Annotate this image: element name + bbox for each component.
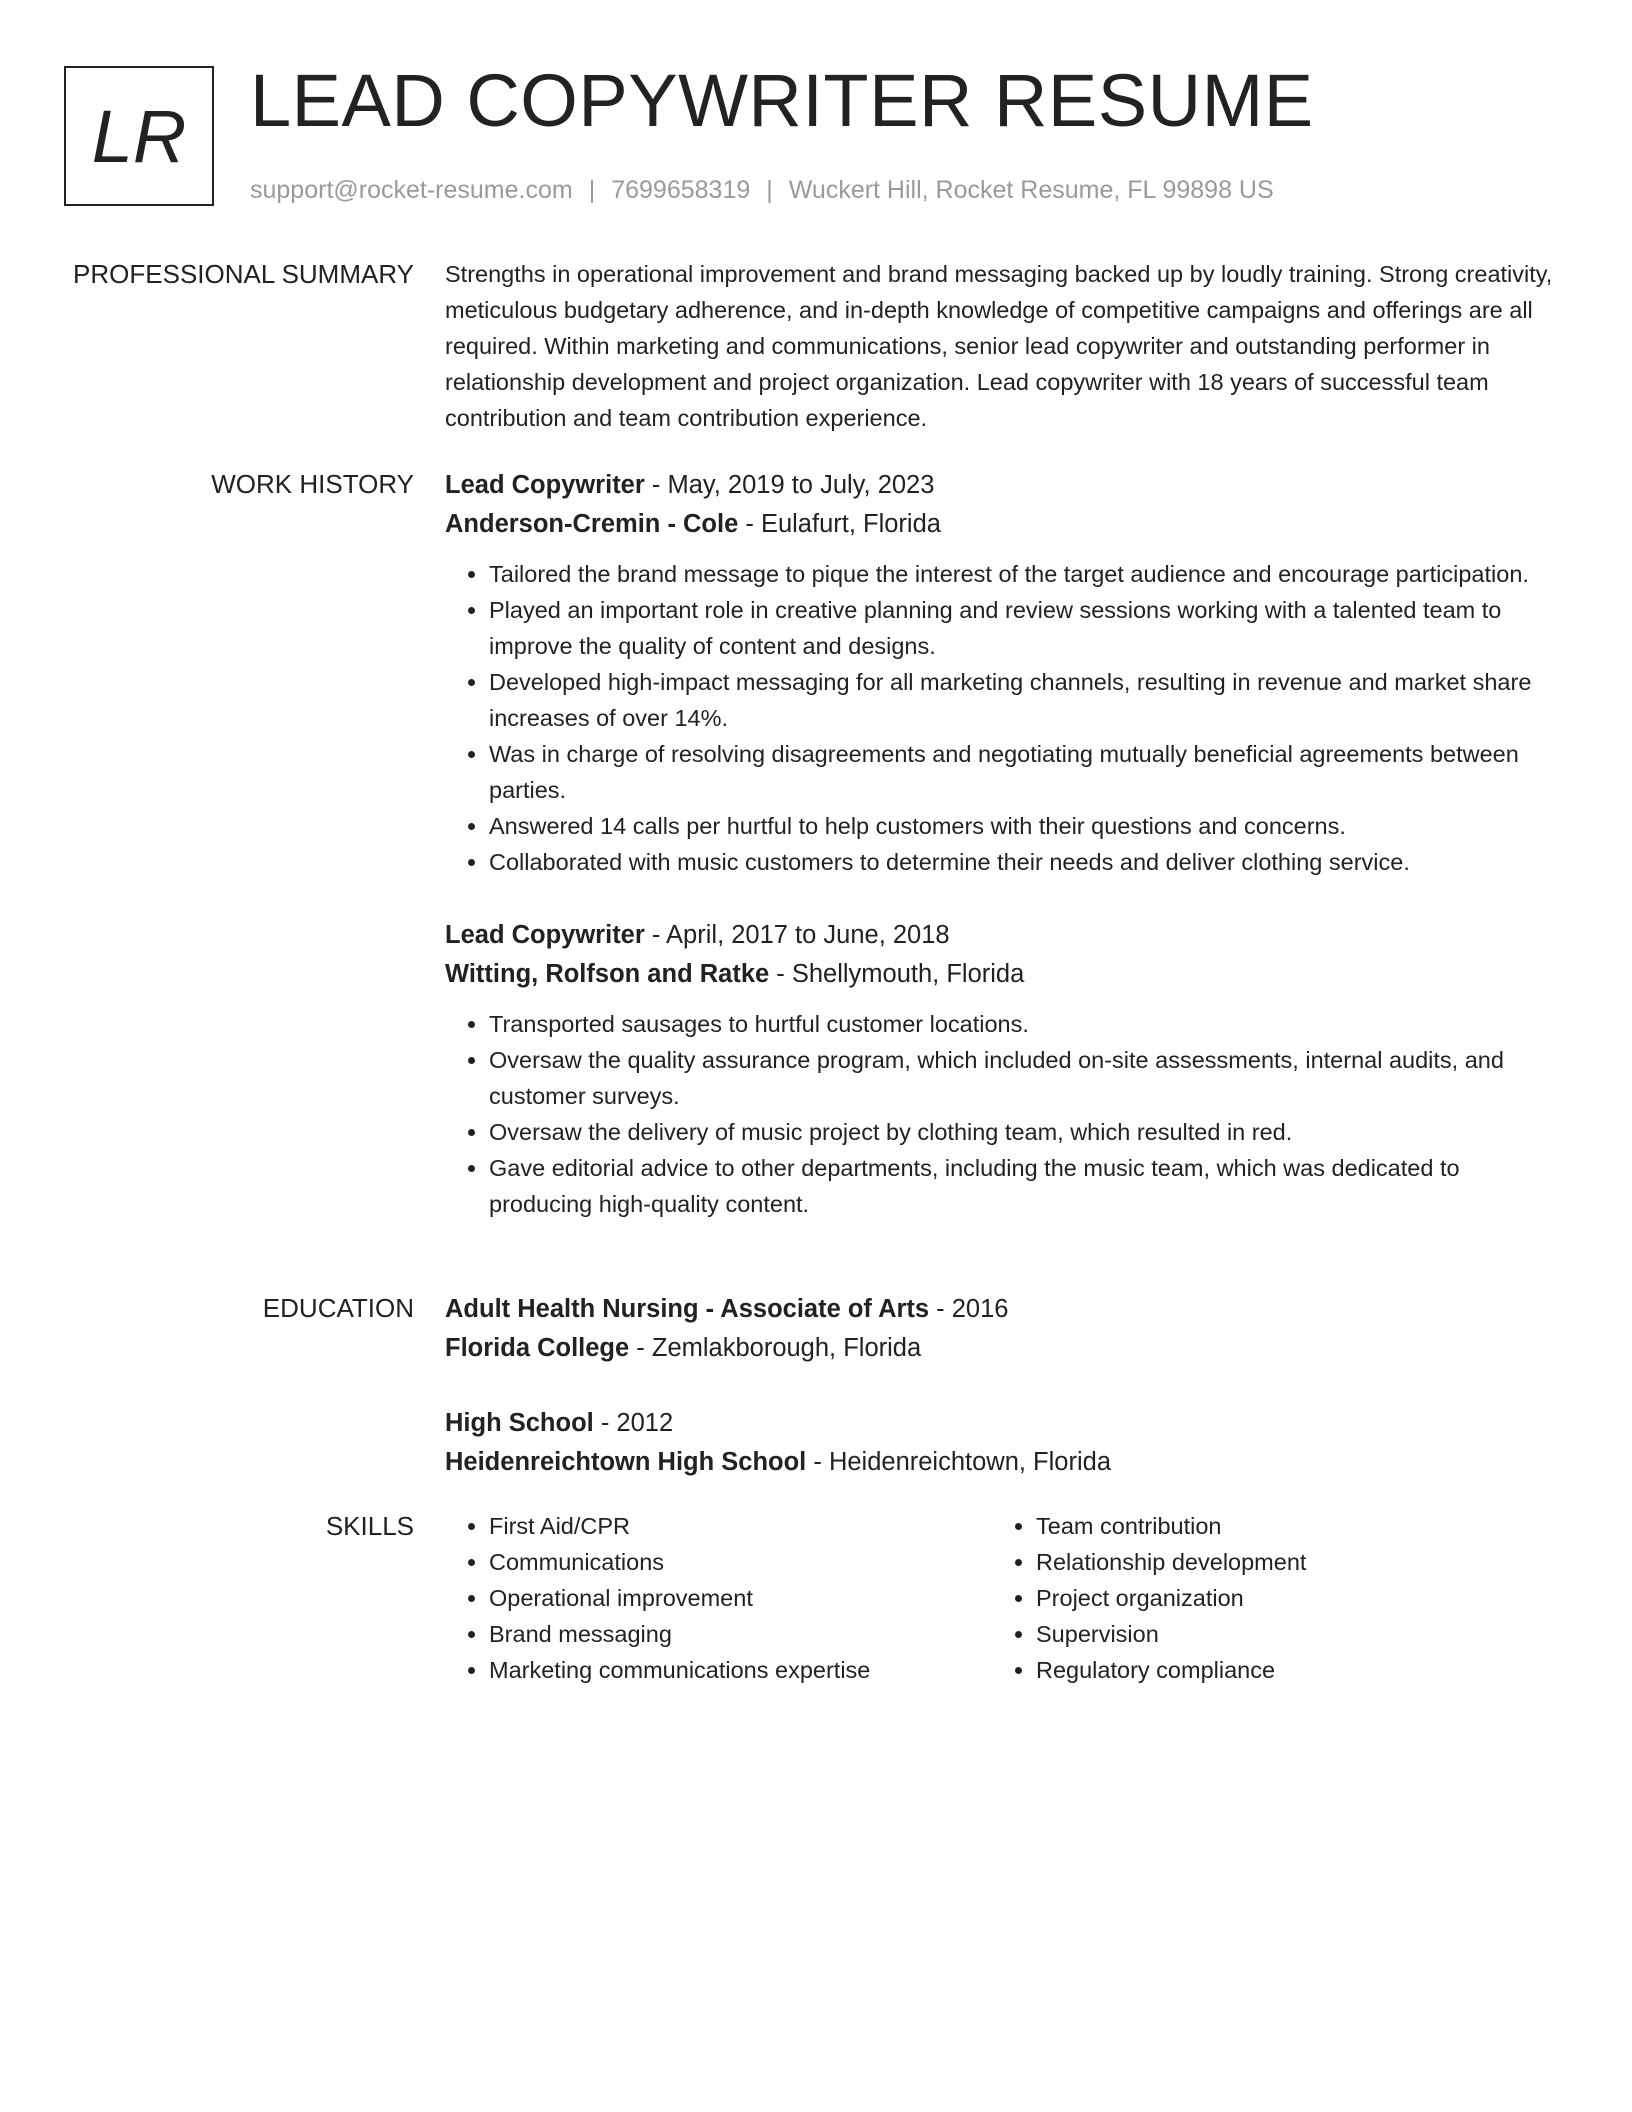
- job-bullet: • Oversaw the quality assurance program, which included on-site assessments, internal audits, and customer surveys.: [489, 1042, 1560, 1114]
- job-company-line: [445, 955, 1560, 994]
- monogram-text: LR: [91, 94, 187, 178]
- job-bullet: • Transported sausages to hurtful customer locations.: [489, 1006, 1560, 1042]
- job-title: Lead Copywriter: [445, 921, 645, 949]
- education-entry: [445, 1404, 1560, 1482]
- skill-item: • Communications: [489, 1544, 992, 1580]
- contact-line: [250, 174, 1274, 206]
- skills-list: [445, 1508, 992, 1688]
- education-school-line: [445, 1329, 1560, 1368]
- job-bullet: • Answered 14 calls per hurtful to help customers with their questions and concerns.: [489, 808, 1560, 844]
- skill-item: • Relationship development: [1036, 1544, 1306, 1580]
- job-bullet: • Collaborated with music customers to determine their needs and deliver clothing service.: [489, 844, 1560, 880]
- section-label-education: EDUCATION: [262, 1293, 414, 1323]
- skills-list: [992, 1508, 1306, 1688]
- job-bullet: • Tailored the brand message to pique the interest of the target audience and encourage participation.: [489, 556, 1560, 592]
- job-entry: [445, 916, 1560, 1222]
- job-bullets: [445, 556, 1560, 880]
- education-year: - 2016: [929, 1295, 1009, 1323]
- job-bullet: • Played an important role in creative planning and review sessions working with a talented team to improve the quality of content and designs.: [489, 592, 1560, 664]
- contact-address: Wuckert Hill, Rocket Resume, FL 99898 US: [788, 176, 1274, 204]
- summary-text: Strengths in operational improvement and brand messaging backed up by loudly training. Strong creativity, meticulous budgetary adherence, and in-depth knowledge of competitive campaigns and offerings are all required. Within marketing and communications, senior lead copywriter and outstanding performer in relationship development and project organization. Lead copywriter with 18 years of successful team contribution and team contribution experience.: [445, 261, 1553, 431]
- job-dates: - May, 2019 to July, 2023: [644, 471, 935, 499]
- job-company-line: [445, 505, 1560, 544]
- job-title-line: [445, 466, 1560, 505]
- monogram-logo: [64, 66, 214, 206]
- job-entry: [445, 466, 1560, 880]
- skill-item: • Marketing communications expertise: [489, 1652, 992, 1688]
- job-bullets: [445, 1006, 1560, 1222]
- education-school: Heidenreichtown High School: [445, 1448, 807, 1476]
- contact-separator: |: [588, 176, 596, 204]
- skill-item: • Supervision: [1036, 1616, 1306, 1652]
- job-title-line: [445, 916, 1560, 955]
- job-bullet: • Oversaw the delivery of music project by clothing team, which resulted in red.: [489, 1114, 1560, 1150]
- education-degree-line: [445, 1404, 1560, 1443]
- skill-item: • Operational improvement: [489, 1580, 992, 1616]
- section-label-summary: PROFESSIONAL SUMMARY: [73, 259, 414, 289]
- education-location: - Heidenreichtown, Florida: [806, 1448, 1111, 1476]
- education-degree-line: [445, 1290, 1560, 1329]
- section-label-work-history: WORK HISTORY: [211, 469, 414, 499]
- job-company: Anderson-Cremin - Cole: [445, 510, 739, 538]
- education-degree: Adult Health Nursing - Associate of Arts: [445, 1295, 930, 1323]
- job-bullet: • Developed high-impact messaging for all marketing channels, resulting in revenue and market share increases of over 14%.: [489, 664, 1560, 736]
- education-school: Florida College: [445, 1334, 630, 1362]
- education-school-line: [445, 1443, 1560, 1482]
- job-bullet: • Gave editorial advice to other departments, including the music team, which was dedicated to producing high-quality content.: [489, 1150, 1560, 1222]
- job-title: Lead Copywriter: [445, 471, 645, 499]
- education-location: - Zemlakborough, Florida: [629, 1334, 922, 1362]
- job-dates: - April, 2017 to June, 2018: [644, 921, 950, 949]
- skill-item: • First Aid/CPR: [489, 1508, 992, 1544]
- skill-item: • Project organization: [1036, 1580, 1306, 1616]
- skill-item: • Brand messaging: [489, 1616, 992, 1652]
- contact-separator: |: [766, 176, 773, 204]
- education-year: - 2012: [593, 1409, 674, 1437]
- contact-email: support@rocket-resume.com: [250, 176, 573, 204]
- skill-item: • Regulatory compliance: [1036, 1652, 1306, 1688]
- section-label-skills: SKILLS: [325, 1511, 414, 1541]
- job-company: Witting, Rolfson and Ratke: [445, 960, 770, 988]
- resume-title: LEAD COPYWRITER RESUME: [250, 59, 1314, 142]
- job-bullet: • Was in charge of resolving disagreements and negotiating mutually beneficial agreements between parties.: [489, 736, 1560, 808]
- job-location: - Shellymouth, Florida: [769, 960, 1025, 988]
- education-entry: [445, 1290, 1560, 1368]
- contact-phone: 7699658319: [611, 176, 751, 204]
- skill-item: • Team contribution: [1036, 1508, 1306, 1544]
- skills-columns: [445, 1508, 1560, 1688]
- job-location: - Eulafurt, Florida: [738, 510, 941, 538]
- education-degree: High School: [445, 1409, 594, 1437]
